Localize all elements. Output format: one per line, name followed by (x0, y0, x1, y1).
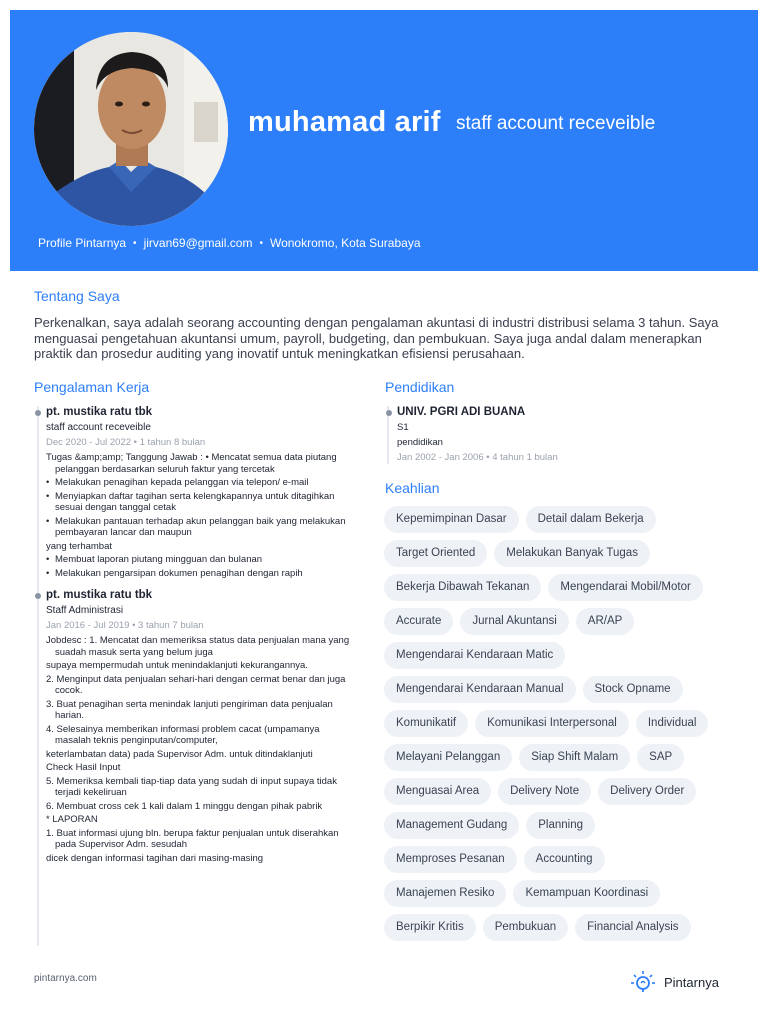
education-title: Pendidikan (385, 379, 455, 395)
skill-chip: Individual (636, 710, 709, 737)
timeline-dot (35, 410, 41, 416)
degree: S1 (397, 422, 409, 433)
skill-chip: Komunikatif (384, 710, 468, 737)
job-desc-line: 4. Selesainya memberikan informasi problem cacat (umpamanya masalah teknis penginputan/computer, (46, 723, 320, 746)
contact-bar (38, 236, 421, 250)
skill-chip: Management Gudang (384, 812, 519, 839)
education-item (385, 406, 725, 463)
skill-chip: Siap Shift Malam (519, 744, 630, 771)
footer-url[interactable]: pintarnya.com (34, 973, 97, 984)
about-text: Perkenalkan, saya adalah seorang accounting dengan pengalaman akuntasi di industri distribusi selama 3 tahun. Saya menguasai pengetahuan akuntansi umum, payroll, budgeting, dan pembukuan. Saya juga andal dalam menerapkan praktik dan prosedur auditing yang inovatif untuk meningkatkan efisiensi perusahaan. (34, 315, 719, 361)
job-desc-line: • Melakukan pengarsipan dokumen penagihan dengan rapih (46, 568, 354, 580)
profile-link[interactable]: Profile Pintarnya (38, 236, 127, 250)
job-desc-line: 3. Buat penagihan serta menindak lanjuti pengiriman data penjualan harian. (46, 698, 333, 721)
skill-chip: Menguasai Area (384, 778, 491, 805)
skill-chip: SAP (637, 744, 684, 771)
job-desc-line: • Membuat laporan piutang mingguan dan bulanan (46, 554, 354, 566)
separator-dot: • (133, 237, 137, 249)
lightbulb-icon (630, 969, 656, 995)
job-desc-line: supaya mempermudah untuk menindaklanjuti kekurangannya. (46, 660, 308, 671)
job-date: Dec 2020 - Jul 2022 • 1 tahun 8 bulan (46, 437, 206, 448)
job-desc-line: 6. Membuat cross cek 1 kali dalam 1 minggu dengan pihak pabrik (46, 800, 323, 812)
job-entry (34, 589, 354, 864)
job-desc-line: Check Hasil Input (46, 762, 121, 773)
separator-dot: • (259, 237, 263, 249)
skill-chip: AR/AP (576, 608, 635, 635)
skill-chip: Detail dalam Bekerja (526, 506, 656, 533)
skill-chip: Berpikir Kritis (384, 914, 476, 941)
experience-title: Pengalaman Kerja (34, 379, 150, 395)
job-title: Staff Administrasi (46, 605, 124, 616)
experience-timeline (34, 406, 354, 866)
location-text: Wonokromo, Kota Surabaya (269, 236, 421, 250)
skill-chip: Manajemen Resiko (384, 880, 506, 907)
job-company: pt. mustika ratu tbk (46, 406, 153, 418)
timeline-dot (386, 410, 392, 416)
job-entry (34, 406, 354, 579)
job-description (46, 635, 354, 864)
skill-chip: Melayani Pelanggan (384, 744, 512, 771)
skills-title: Keahlian (385, 480, 440, 496)
skill-chip: Delivery Order (598, 778, 696, 805)
footer-brand[interactable] (630, 969, 719, 995)
job-desc-line: keterlambatan data) pada Supervisor Adm. untuk ditindaklanjuti (46, 748, 313, 760)
job-desc-line: dicek dengan informasi tagihan dari masing-masing (46, 852, 264, 864)
skills-list (384, 506, 729, 948)
education-date: Jan 2002 - Jan 2006 • 4 tahun 1 bulan (397, 452, 558, 463)
field-of-study: pendidikan (397, 437, 443, 448)
school-name: UNIV. PGRI ADI BUANA (397, 406, 526, 418)
candidate-name: muhamad arif (248, 106, 441, 138)
profile-photo (34, 32, 228, 226)
job-desc-line: • Melakukan pantauan terhadap akun pelanggan baik yang melakukan pembayaran lancar dan maupun (46, 516, 354, 539)
skill-chip: Pembukuan (483, 914, 568, 941)
job-company: pt. mustika ratu tbk (46, 589, 153, 601)
job-desc-line: 2. Menginput data penjualan sehari-hari dengan cermat benar dan juga cocok. (46, 673, 346, 696)
job-desc-line: yang terhambat (46, 540, 113, 552)
job-title: staff account receveible (46, 422, 151, 433)
education-entry (385, 406, 725, 463)
job-date: Jan 2016 - Jul 2019 • 3 tahun 7 bulan (46, 620, 204, 631)
job-desc-line: Tugas &amp;amp; Tanggung Jawab : • Mencatat semua data piutang pelanggan berdasarkan seluruh faktur yang tercetak (46, 452, 337, 475)
candidate-role: staff account receveible (456, 113, 656, 134)
job-desc-line: Jobdesc : 1. Mencatat dan memeriksa status data penjualan mana yang suadah masuk serta yang belum juga (46, 635, 350, 658)
skill-chip: Bekerja Dibawah Tekanan (384, 574, 541, 601)
skill-chip: Melakukan Banyak Tugas (494, 540, 650, 567)
skill-chip: Mengendarai Mobil/Motor (548, 574, 702, 601)
job-desc-line: * LAPORAN (46, 814, 98, 825)
job-desc-line: • Menyiapkan daftar tagihan serta kelengkapannya untuk ditagihkan sesuai dengan tanggal cetak (46, 491, 354, 514)
skill-chip: Kepemimpinan Dasar (384, 506, 519, 533)
skill-chip: Mengendarai Kendaraan Manual (384, 676, 576, 703)
email-text[interactable]: jirvan69@gmail.com (143, 236, 253, 250)
skill-chip: Kemampuan Koordinasi (513, 880, 660, 907)
job-desc-line: 5. Memeriksa kembali tiap-tiap data yang sudah di input supaya tidak terjadi kekeliruan (46, 775, 337, 798)
timeline-dot (35, 593, 41, 599)
skill-chip: Komunikasi Interpersonal (475, 710, 629, 737)
profile-header (10, 10, 758, 271)
job-description (46, 452, 354, 579)
skill-chip: Mengendarai Kendaraan Matic (384, 642, 565, 669)
skill-chip: Memproses Pesanan (384, 846, 517, 873)
brand-name: Pintarnya (664, 974, 719, 990)
skill-chip: Stock Opname (583, 676, 683, 703)
skill-chip: Target Oriented (384, 540, 487, 567)
job-desc-line: • Melakukan penagihan kepada pelanggan via telepon/ e-mail (46, 477, 354, 489)
job-desc-line: 1. Buat informasi ujung bln. berupa faktur penjualan untuk diserahkan pada Supervisor Adm. sesudah (46, 827, 339, 850)
skill-chip: Jurnal Akuntansi (460, 608, 568, 635)
skill-chip: Planning (526, 812, 595, 839)
about-title: Tentang Saya (34, 288, 120, 304)
profile-photo-illustration (34, 32, 228, 226)
skill-chip: Accurate (384, 608, 453, 635)
skill-chip: Financial Analysis (575, 914, 690, 941)
skill-chip: Accounting (524, 846, 605, 873)
skill-chip: Delivery Note (498, 778, 591, 805)
